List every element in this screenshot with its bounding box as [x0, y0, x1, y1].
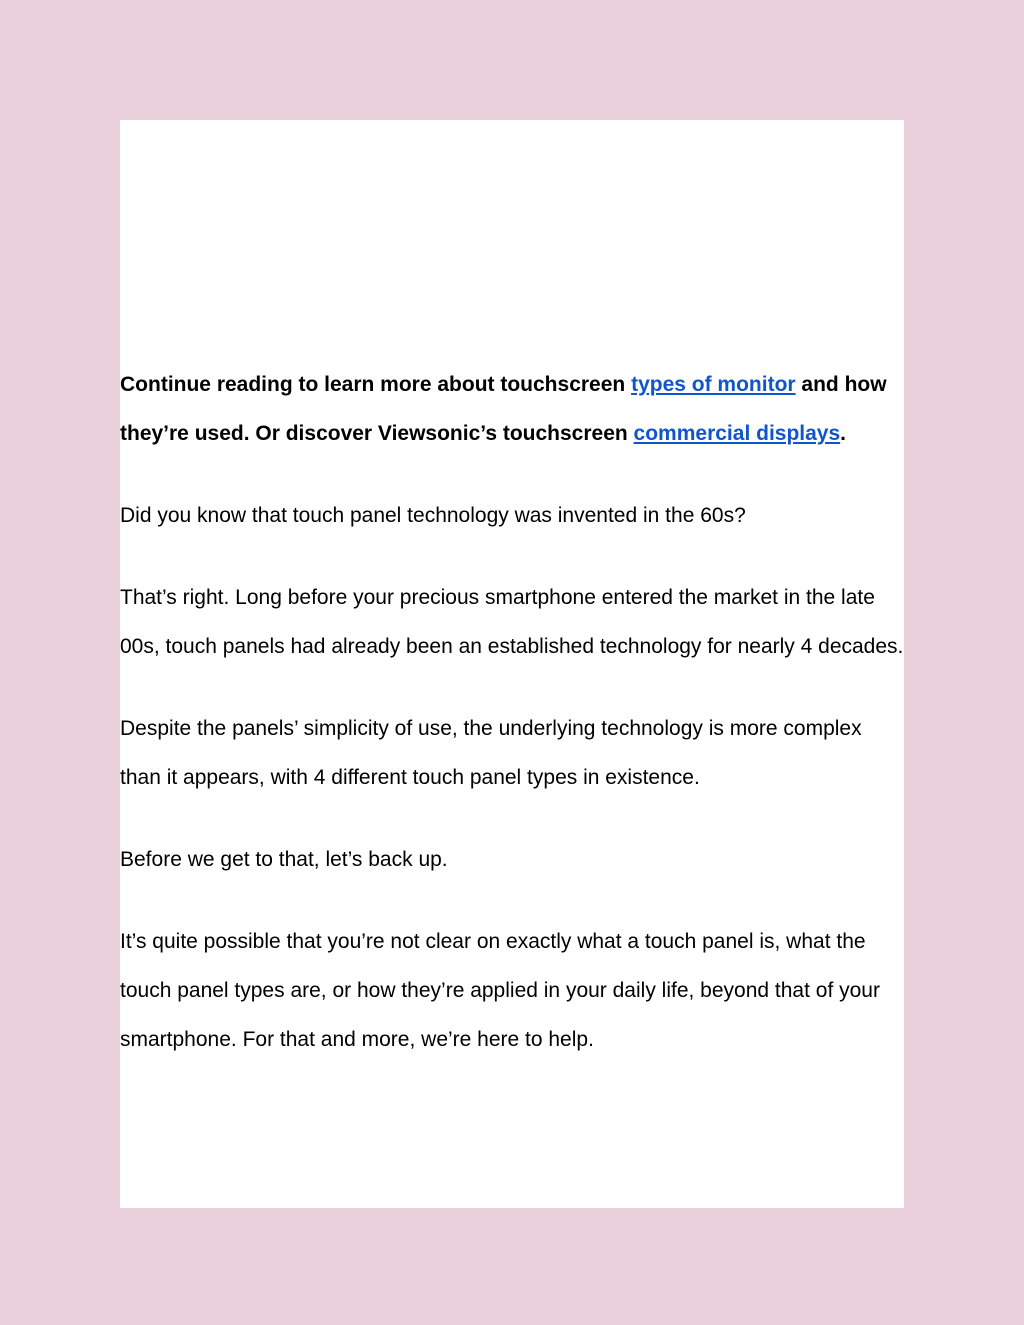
paragraph-quite-possible: It’s quite possible that you’re not clear on exactly what a touch panel is, what the touch panel types are, or how they’re applied in your daily life, beyond that of your smartphone. For that and more, we’re here to help. — [120, 930, 880, 1051]
paragraph-despite-simplicity: Despite the panels’ simplicity of use, the underlying technology is more complex than it appears, with 4 different touch panel types in existence. — [120, 717, 862, 789]
document-body — [120, 360, 904, 1097]
intro-text-1: Continue reading to learn more about touchscreen — [120, 373, 632, 396]
intro-paragraph — [120, 360, 904, 458]
paragraph-back-up: Before we get to that, let’s back up. — [120, 848, 448, 871]
commercial-displays-link[interactable]: commercial displays — [633, 422, 841, 445]
intro-text-3: . — [840, 422, 846, 445]
paragraph-thats-right: That’s right. Long before your precious smartphone entered the market in the late 00s, touch panels had already been an established technology for nearly 4 decades. — [120, 586, 904, 658]
paragraph-invented-60s: Did you know that touch panel technology was invented in the 60s? — [120, 504, 746, 527]
intro-text-2: and how they’re used. Or discover Viewsonic’s touchscreen — [120, 373, 887, 445]
types-of-monitor-link[interactable]: types of monitor — [631, 373, 796, 396]
document-page — [120, 120, 904, 1208]
